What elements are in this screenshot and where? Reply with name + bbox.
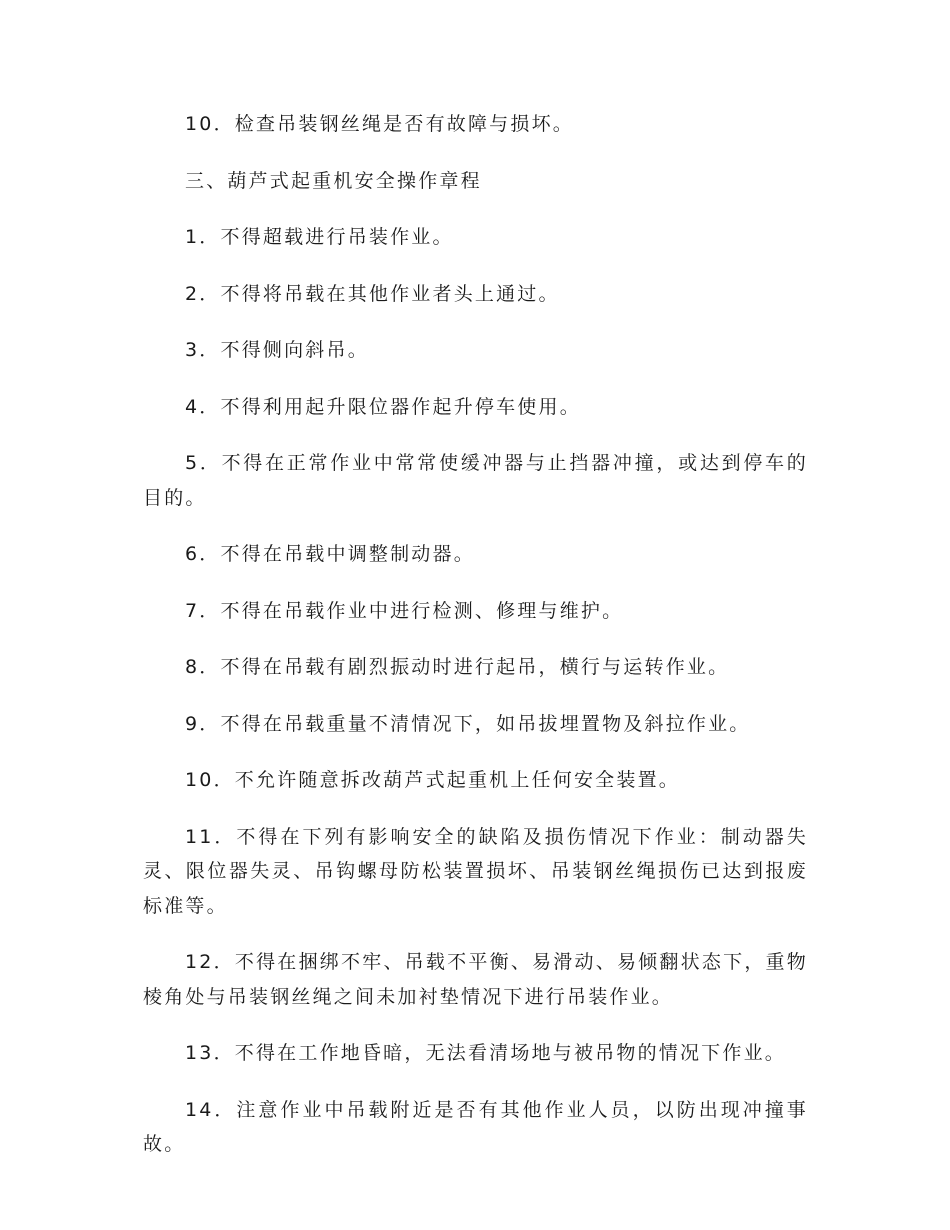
paragraph-item-3: 3．不得侧向斜吊。 [185, 339, 369, 361]
paragraph-item-14: 14．注意作业中吊载附近是否有其他作业人员，以防出现冲撞事故。 [143, 1098, 808, 1155]
section-heading: 三、葫芦式起重机安全操作章程 [185, 169, 482, 192]
paragraph-item-9: 9．不得在吊载重量不清情况下，如吊拔埋置物及斜拉作业。 [185, 712, 751, 735]
paragraph-item-2: 2．不得将吊载在其他作业者头上通过。 [185, 282, 560, 305]
paragraph-item-5: 5．不得在正常作业中常常使缓冲器与止挡器冲撞，或达到停车的目的。 [143, 452, 808, 509]
document-body [143, 107, 808, 1184]
paragraph-item-10: 10．不允许随意拆改葫芦式起重机上任何安全装置。 [185, 769, 680, 791]
paragraph-item-13: 13．不得在工作地昏暗，无法看清场地与被吊物的情况下作业。 [185, 1042, 786, 1064]
paragraph-item-11: 11．不得在下列有影响安全的缺陷及损伤情况下作业：制动器失灵、限位器失灵、吊钩螺母防松装置损坏、吊装钢丝绳损伤已达到报废标准等。 [143, 825, 808, 917]
paragraph-item-4: 4．不得利用起升限位器作起升停车使用。 [185, 395, 581, 418]
paragraph-item-10-check: 10．检查吊装钢丝绳是否有故障与损坏。 [185, 113, 574, 135]
paragraph-item-12: 12．不得在捆绑不牢、吊载不平衡、易滑动、易倾翻状态下，重物棱角处与吊装钢丝绳之间未加衬垫情况下进行吊装作业。 [143, 951, 808, 1008]
paragraph-item-6: 6．不得在吊载中调整制动器。 [185, 543, 475, 565]
paragraph-item-8: 8．不得在吊载有剧烈振动时进行起吊，横行与运转作业。 [185, 656, 730, 678]
paragraph-item-7: 7．不得在吊载作业中进行检测、修理与维护。 [185, 599, 624, 622]
paragraph-item-1: 1．不得超载进行吊装作业。 [185, 226, 454, 248]
